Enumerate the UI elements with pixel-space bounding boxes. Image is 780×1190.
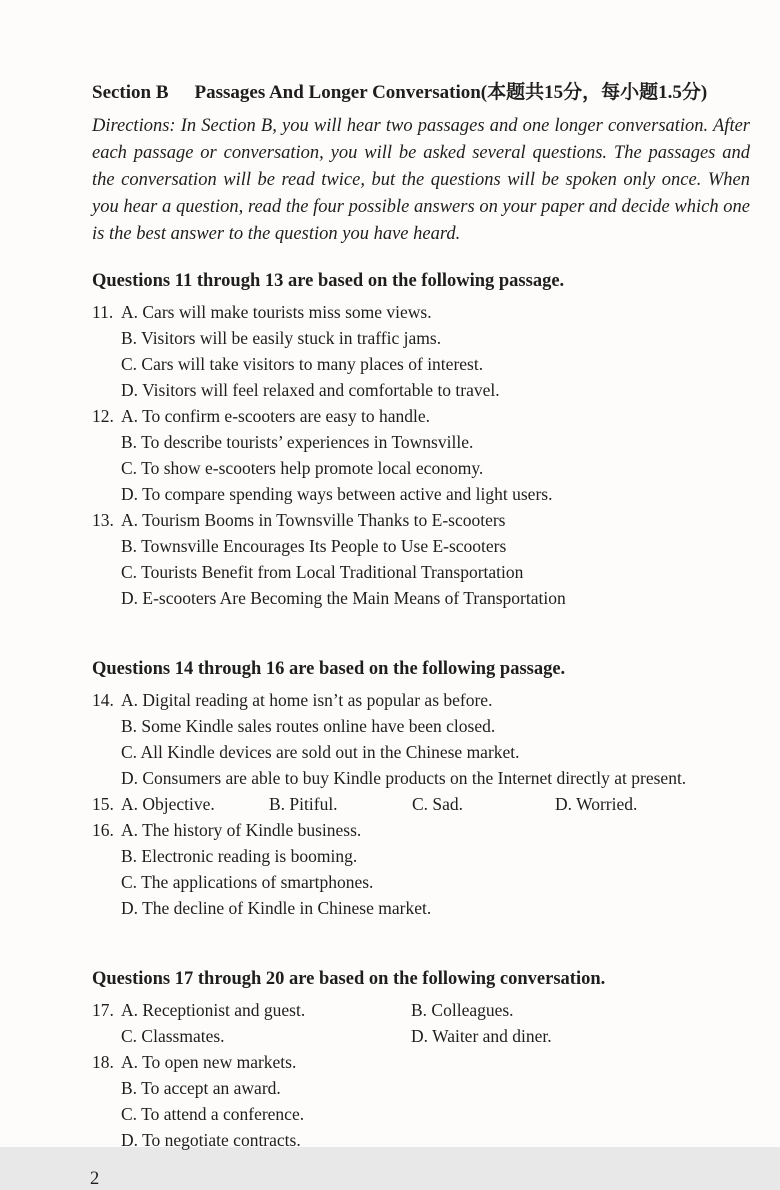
option-a: A. To open new markets.: [121, 1052, 297, 1072]
option-a: A. The history of Kindle business.: [121, 820, 362, 840]
question-options: [121, 507, 750, 611]
question-number: 13.: [92, 510, 114, 530]
question-options: [121, 817, 750, 921]
option-c: C. Classmates.: [121, 1026, 225, 1046]
question-18: [92, 1049, 750, 1153]
section-title: [92, 80, 750, 106]
section-directions: Directions: In Section B, you will hear two passages and one longer conversation. After each passage or conversation, you will be asked several questions. The passages and the conversation will be read twice, but the questions will be spoken only once. When you hear a question, read the four possible answers on your paper and decide which one is the best answer to the question you have heard.: [92, 116, 750, 244]
question-16: [92, 817, 750, 921]
option-c: C. Sad.: [412, 794, 464, 814]
option-c: C. Cars will take visitors to many places of interest.: [121, 354, 484, 374]
question-17: [92, 997, 750, 1049]
option-b: B. Townsville Encourages Its People to Use E-scooters: [121, 536, 507, 556]
question-number: 11.: [92, 302, 114, 322]
question-number: 16.: [92, 820, 114, 840]
option-d: D. E-scooters Are Becoming the Main Means of Transportation: [121, 588, 566, 608]
option-b: B. Colleagues.: [411, 1000, 514, 1020]
option-d: D. Worried.: [555, 794, 638, 814]
group-heading: Questions 11 through 13 are based on the following passage.: [92, 271, 565, 291]
question-number: 14.: [92, 690, 114, 710]
group-heading: Questions 14 through 16 are based on the following passage.: [92, 659, 566, 679]
option-d: D. Visitors will feel relaxed and comfortable to travel.: [121, 380, 500, 400]
question-options: [121, 1049, 750, 1153]
option-c: C. Tourists Benefit from Local Traditional Transportation: [121, 562, 524, 582]
question-number: 12.: [92, 406, 114, 426]
question-number: 18.: [92, 1052, 114, 1072]
option-c: C. To attend a conference.: [121, 1104, 305, 1124]
question-options: [121, 403, 750, 507]
question-options: [121, 687, 750, 791]
page-number: 2: [90, 1169, 100, 1189]
question-number: 15.: [92, 794, 114, 814]
question-group-14-16: [92, 655, 750, 921]
question-11: [92, 299, 750, 403]
option-c: C. All Kindle devices are sold out in the Chinese market.: [121, 742, 520, 762]
option-c: C. The applications of smartphones.: [121, 872, 374, 892]
option-a: A. Receptionist and guest.: [121, 1000, 306, 1020]
question-group-11-13: [92, 267, 750, 611]
option-b: B. Visitors will be easily stuck in traffic jams.: [121, 328, 442, 348]
option-b: B. Some Kindle sales routes online have been closed.: [121, 716, 496, 736]
option-a: A. Objective.: [121, 794, 215, 814]
question-15: [92, 791, 750, 817]
question-13: [92, 507, 750, 611]
group-heading: Questions 17 through 20 are based on the following conversation.: [92, 969, 606, 989]
option-b: B. Pitiful.: [269, 794, 338, 814]
option-c: C. To show e-scooters help promote local economy.: [121, 458, 484, 478]
option-a: A. Digital reading at home isn’t as popular as before.: [121, 690, 493, 710]
option-a: A. Tourism Booms in Townsville Thanks to E-scooters: [121, 510, 506, 530]
option-b: B. To accept an award.: [121, 1078, 281, 1098]
option-d: D. Waiter and diner.: [411, 1026, 552, 1046]
question-12: [92, 403, 750, 507]
question-options: [121, 299, 750, 403]
section-name: Passages And Longer Conversation: [194, 82, 481, 103]
section-points: (本题共15分，每小题1.5分): [480, 82, 708, 103]
section-label: Section B: [92, 82, 169, 103]
option-a: A. Cars will make tourists miss some views.: [121, 302, 432, 322]
option-d: D. To compare spending ways between active and light users.: [121, 484, 553, 504]
option-a: A. To confirm e-scooters are easy to handle.: [121, 406, 430, 426]
option-d: D. The decline of Kindle in Chinese market.: [121, 898, 432, 918]
option-d: D. To negotiate contracts.: [121, 1130, 301, 1150]
option-b: B. To describe tourists’ experiences in Townsville.: [121, 432, 474, 452]
question-number: 17.: [92, 1000, 114, 1020]
question-options-inline: [121, 791, 750, 817]
option-b: B. Electronic reading is booming.: [121, 846, 358, 866]
option-d: D. Consumers are able to buy Kindle products on the Internet directly at present.: [121, 768, 687, 788]
question-options-two-col: [121, 997, 750, 1049]
question-14: [92, 687, 750, 791]
question-group-17-20: [92, 965, 750, 1153]
